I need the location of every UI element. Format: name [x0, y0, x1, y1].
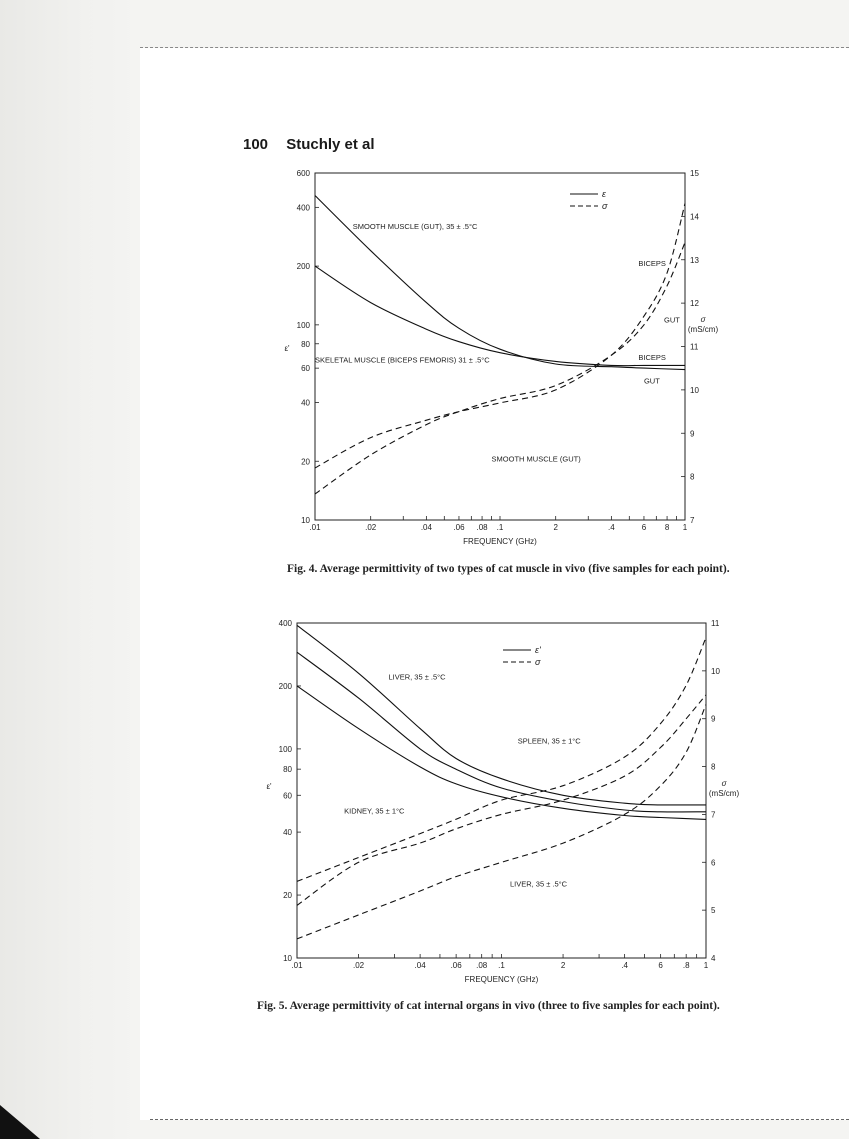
left-tick-label: 600 — [296, 169, 310, 178]
x-tick-label: 1 — [682, 523, 688, 532]
curve-label: BICEPS — [638, 353, 666, 363]
curve-label: SMOOTH MUSCLE (GUT) — [491, 454, 581, 464]
right-axis-title: σ — [700, 315, 706, 324]
left-tick-label: 60 — [301, 364, 310, 374]
x-tick-label: .4 — [621, 961, 628, 970]
series-line-4 — [297, 637, 706, 881]
left-tick-label: 100 — [278, 744, 292, 754]
series-line-3 — [297, 686, 706, 820]
left-axis-title: ε' — [266, 782, 272, 791]
right-tick-label: 15 — [690, 169, 699, 178]
legend-label: ε' — [535, 645, 541, 655]
right-tick-label: 11 — [690, 342, 699, 352]
x-tick-label: .1 — [498, 961, 505, 970]
x-tick-label: .06 — [453, 523, 465, 532]
left-tick-label: 40 — [301, 398, 310, 408]
x-tick-label: .4 — [608, 523, 615, 532]
curve-label: GUT — [664, 315, 680, 325]
curve-label: SPLEEN, 35 ± 1°C — [517, 736, 581, 746]
right-axis-unit: (mS/cm) — [708, 789, 740, 798]
right-tick-label: 9 — [690, 429, 695, 439]
left-axis-title: ε' — [284, 344, 290, 353]
curve-label: LIVER, 35 ± .5°C — [509, 879, 568, 889]
left-tick-label: 100 — [296, 320, 310, 330]
series-line-2 — [297, 652, 706, 812]
curve-label: SKELETAL MUSCLE (BICEPS FEMORIS) 31 ± .5°C — [315, 355, 490, 365]
left-tick-label: 200 — [278, 681, 292, 691]
figure-4-caption: Fig. 4. Average permittivity of two types of cat muscle in vivo (five samples for each point). — [287, 563, 730, 575]
right-tick-label: 12 — [690, 299, 699, 309]
left-tick-label: 20 — [283, 891, 292, 901]
curve-label: LIVER, 35 ± .5°C — [388, 672, 446, 682]
x-tick-label: 8 — [664, 523, 670, 532]
left-tick-label: 40 — [283, 828, 292, 838]
x-axis-title: FREQUENCY (GHz) — [464, 975, 539, 984]
left-tick-label: 80 — [301, 339, 310, 349]
legend-label: σ — [535, 657, 541, 667]
x-tick-label: 6 — [641, 523, 647, 532]
x-tick-label: .06 — [450, 961, 462, 970]
right-tick-label: 10 — [690, 385, 699, 395]
curve-label: KIDNEY, 35 ± 1°C — [344, 806, 405, 816]
legend-label: σ — [602, 201, 608, 211]
left-tick-label: 60 — [283, 791, 292, 801]
x-tick-label: .01 — [309, 523, 321, 532]
x-tick-label: .02 — [365, 523, 377, 532]
curve-label: GUT — [643, 376, 660, 386]
right-tick-label: 5 — [711, 906, 716, 916]
x-tick-label: 1 — [703, 961, 709, 970]
right-tick-label: 8 — [690, 472, 695, 482]
x-tick-label: .04 — [414, 961, 426, 970]
right-tick-label: 7 — [711, 810, 716, 820]
right-tick-label: 13 — [690, 255, 699, 265]
right-tick-label: 10 — [711, 666, 720, 676]
x-axis-title: FREQUENCY (GHz) — [463, 537, 537, 546]
legend-label: ε — [602, 189, 606, 199]
right-tick-label: 7 — [690, 516, 695, 525]
right-axis-unit: (mS/cm) — [687, 325, 719, 334]
x-tick-label: .8 — [682, 961, 690, 970]
figure-5-caption: Fig. 5. Average permittivity of cat internal organs in vivo (three to five samples for each point). — [257, 1000, 720, 1012]
left-tick-label: 20 — [301, 457, 310, 467]
x-tick-label: .08 — [476, 523, 488, 532]
x-tick-label: 2 — [553, 523, 558, 532]
x-tick-label: .01 — [291, 961, 303, 970]
right-tick-label: 11 — [711, 619, 720, 628]
left-tick-label: 200 — [296, 262, 310, 272]
right-tick-label: 6 — [711, 858, 716, 868]
x-tick-label: .08 — [476, 961, 488, 970]
x-tick-label: .04 — [420, 523, 432, 532]
x-tick-label: .02 — [352, 961, 365, 970]
curve-label: BICEPS — [638, 259, 666, 269]
left-tick-label: 80 — [283, 765, 292, 775]
curve-label: SMOOTH MUSCLE (GUT), 35 ± .5°C — [352, 221, 478, 231]
left-tick-label: 10 — [283, 954, 292, 963]
x-tick-label: 6 — [658, 961, 663, 970]
page-number: 100 — [243, 136, 269, 153]
left-tick-label: 400 — [278, 619, 292, 628]
left-tick-label: 10 — [301, 516, 310, 525]
right-tick-label: 4 — [711, 954, 716, 963]
x-tick-label: .1 — [496, 523, 504, 532]
series-line-1 — [297, 625, 706, 805]
running-head-authors: Stuchly et al — [286, 136, 375, 153]
right-tick-label: 8 — [711, 762, 716, 772]
right-tick-label: 9 — [711, 714, 716, 724]
left-tick-label: 400 — [296, 203, 310, 213]
x-tick-label: 2 — [560, 961, 566, 970]
right-axis-title: σ — [721, 779, 727, 788]
series-line-6 — [297, 704, 706, 939]
right-tick-label: 14 — [690, 212, 699, 222]
